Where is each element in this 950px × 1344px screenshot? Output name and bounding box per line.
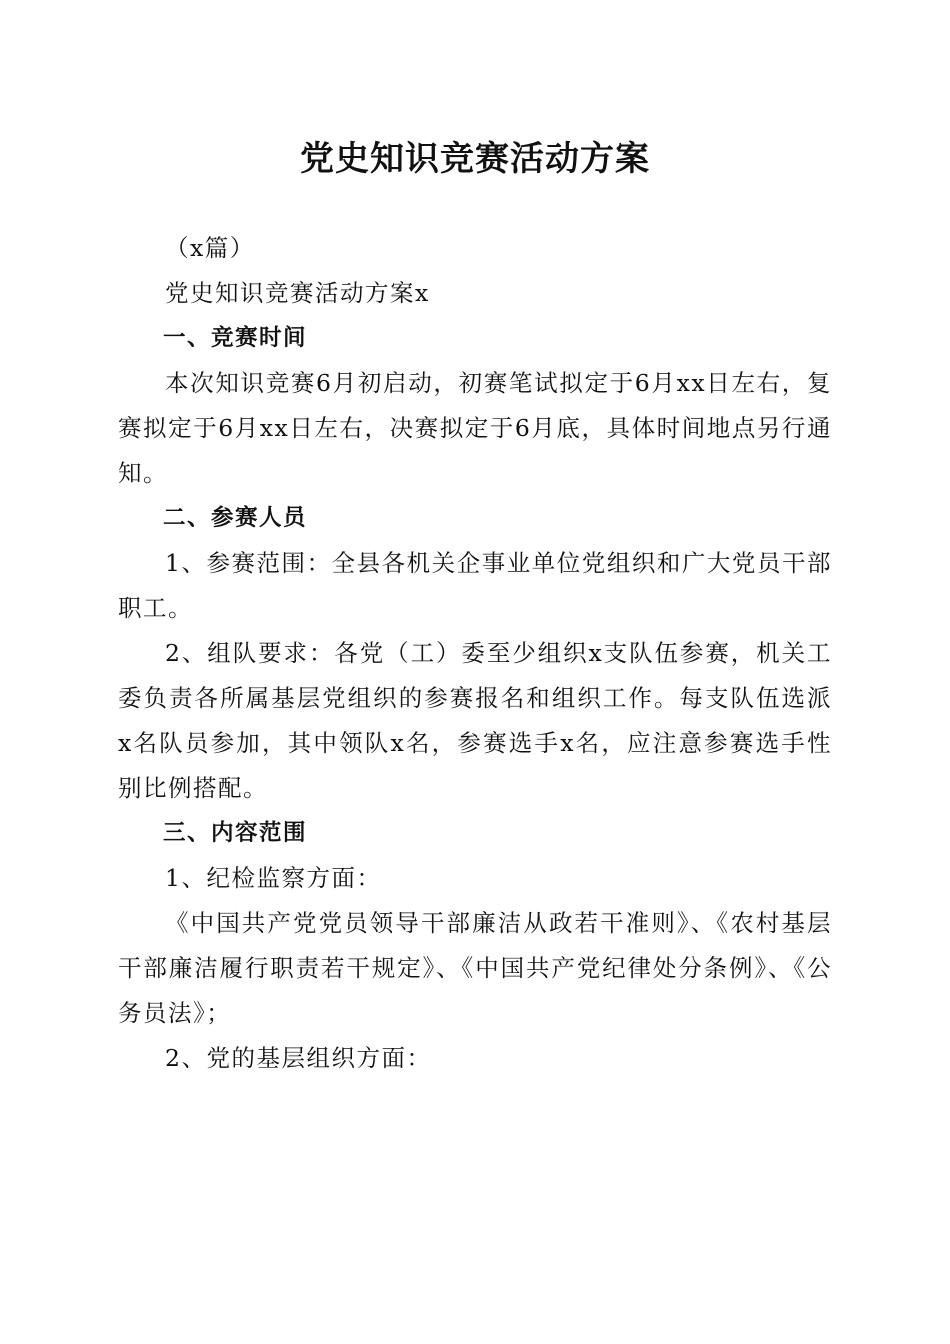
paragraph-grassroots-section: 2、党的基层组织方面： (165, 1044, 432, 1072)
paragraph-volume-note: （x篇） (165, 234, 255, 262)
document-title: 党史知识竞赛活动方案 (300, 139, 650, 179)
heading-competition-time: 一、竞赛时间 (163, 325, 308, 351)
heading-content-scope: 三、内容范围 (163, 820, 308, 846)
paragraph-discipline-section: 1、纪检监察方面： (165, 864, 382, 892)
paragraph-regulations-list: 《中国共产党党员领导干部廉洁从政若干准则》、《农村基层干部廉洁履行职责若干规定》、《中国共产党纪律处分条例》、《公务员法》； (118, 909, 832, 1027)
heading-participants: 二、参赛人员 (163, 505, 308, 531)
paragraph-subtitle: 党史知识竞赛活动方案x (165, 279, 430, 307)
paragraph-schedule: 本次知识竞赛6月初启动，初赛笔试拟定于6月xx日左右，复赛拟定于6月xx日左右，决赛拟定于6月底，具体时间地点另行通知。 (118, 369, 832, 487)
document-body (118, 226, 832, 1081)
paragraph-team-requirements: 2、组队要求：各党（工）委至少组织x支队伍参赛，机关工委负责各所属基层党组织的参赛报名和组织工作。每支队伍选派x名队员参加，其中领队x名，参赛选手x名，应注意参赛选手性别比例搭配。 (118, 639, 832, 802)
paragraph-participation-scope: 1、参赛范围：全县各机关企事业单位党组织和广大党员干部职工。 (118, 549, 832, 622)
